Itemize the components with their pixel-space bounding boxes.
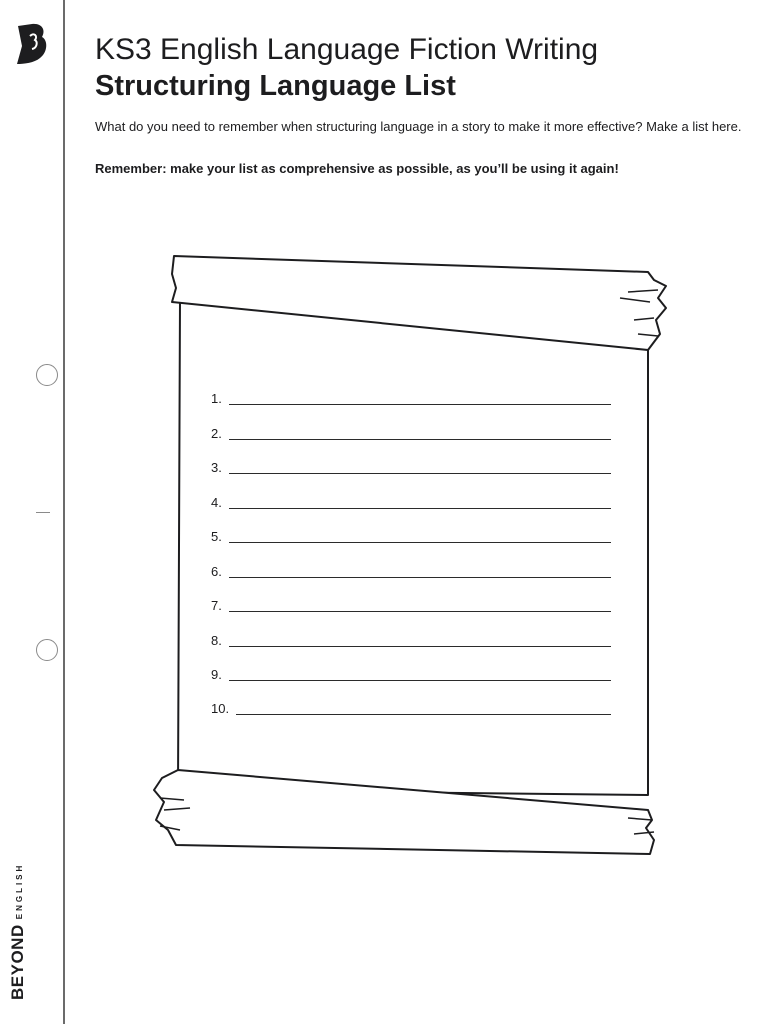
list-item-number: 3. — [211, 460, 222, 475]
list-item-1 — [211, 388, 611, 408]
answer-line-2[interactable] — [229, 439, 611, 440]
list-item-number: 2. — [211, 426, 222, 441]
list-item-6 — [211, 561, 611, 581]
page-title: KS3 English Language Fiction Writing — [95, 33, 599, 66]
scroll-frame-illustration — [150, 250, 680, 860]
list-item-9 — [211, 664, 611, 684]
answer-line-4[interactable] — [229, 508, 611, 509]
page-subtitle: Structuring Language List — [95, 70, 456, 102]
brand-english: ENGLISH — [15, 862, 24, 920]
list-item-number: 7. — [211, 598, 222, 613]
list-item-number: 8. — [211, 633, 222, 648]
list-item-7 — [211, 595, 611, 615]
list-item-5 — [211, 526, 611, 546]
list-item-number: 4. — [211, 495, 222, 510]
punch-hole-bottom — [36, 639, 58, 661]
list-item-number: 10. — [211, 701, 230, 716]
scroll-body — [178, 300, 648, 795]
intro-instructions: What do you need to remember when structuring language in a story to make it more effective? Make a list here. — [95, 119, 742, 134]
list-item-10 — [211, 698, 611, 718]
list-item-number: 6. — [211, 564, 222, 579]
punch-hole-top — [36, 364, 58, 386]
answer-line-8[interactable] — [229, 646, 611, 647]
answer-line-6[interactable] — [229, 577, 611, 578]
list-item-4 — [211, 492, 611, 512]
brand-beyond: BEYOND — [8, 924, 27, 1000]
list-item-number: 1. — [211, 391, 222, 406]
list-item-3 — [211, 457, 611, 477]
answer-line-3[interactable] — [229, 473, 611, 474]
answer-line-5[interactable] — [229, 542, 611, 543]
list-item-number: 9. — [211, 667, 222, 682]
brand-wordmark — [8, 863, 28, 1000]
page-margin-line — [63, 0, 65, 1024]
answer-line-10[interactable] — [236, 714, 611, 715]
answer-line-1[interactable] — [229, 404, 611, 405]
list-item-number: 5. — [211, 529, 222, 544]
answer-line-7[interactable] — [229, 611, 611, 612]
list-item-8 — [211, 630, 611, 650]
beyond-b-logo-icon — [14, 22, 50, 66]
fold-mark — [36, 512, 50, 513]
list-item-2 — [211, 423, 611, 443]
answer-line-9[interactable] — [229, 680, 611, 681]
reminder-note: Remember: make your list as comprehensive as possible, as you’ll be using it again! — [95, 161, 619, 176]
